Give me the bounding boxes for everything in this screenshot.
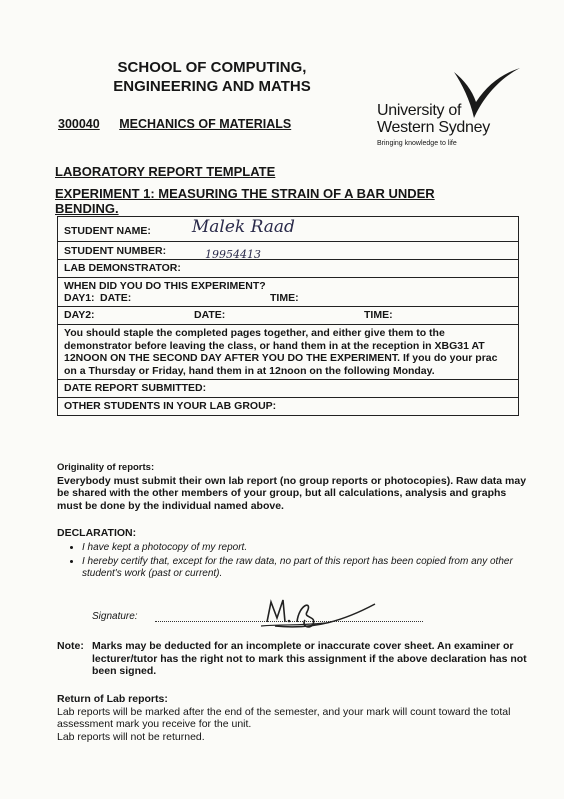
day1-time-label: TIME: [270, 292, 299, 304]
student-details-form [57, 216, 519, 416]
day1-label: DAY1: [64, 292, 95, 304]
declaration-list [58, 542, 542, 582]
lab-demonstrator-row[interactable] [58, 260, 519, 278]
return-body: Lab reports will be marked after the end of the semester, and your mark will count toward the total assessment mark you receive for the unit. [57, 705, 511, 730]
submission-instructions: You should staple the completed pages together, and either give them to the demonstrator before leaving the class, or hand them in at the reception in XBG31 AT 12NOON ON THE SECOND DAY AFTER YOU DO THE EXPERIMENT. If you do your prac on a Thursday or Friday, hand them in at 12noon on the following Monday. [58, 325, 519, 380]
student-number-row[interactable] [58, 242, 519, 260]
template-title: LABORATORY REPORT TEMPLATE [55, 164, 276, 179]
originality-body: Everybody must submit their own lab report (no group reports or photocopies). Raw data may be shared with the other members of your group, but all calculations, analysis and graphs must be done by the individual named above. [57, 474, 527, 512]
university-tagline: Bringing knowledge to life [377, 140, 457, 147]
return-section [57, 693, 527, 743]
student-name-value: Malek Raad [191, 217, 295, 237]
declaration-item: • I have kept a photocopy of my report. [82, 542, 542, 555]
day1-date-label: DATE: [100, 292, 132, 304]
date-submitted-label: DATE REPORT SUBMITTED: [64, 382, 207, 394]
student-name-row[interactable] [58, 217, 519, 242]
return-note: Lab reports will not be returned. [57, 730, 205, 743]
experiment-dates-row[interactable] [58, 278, 519, 307]
day2-date-label: DATE: [194, 309, 226, 321]
university-name: University of Western Sydney [377, 102, 490, 136]
student-number-value: 19954413 [205, 248, 261, 261]
declaration-item: • I hereby certify that, except for the raw data, no part of this report has been copied from any other student's work (past or current). [82, 556, 542, 581]
note-body: Marks may be deducted for an incomplete or inaccurate cover sheet. An examiner or lecturer/tutor has the right not to mark this assignment if the above declaration has not been signed. [92, 640, 527, 677]
other-students-row[interactable] [58, 398, 519, 416]
day2-row[interactable] [58, 307, 519, 325]
lab-demonstrator-label: LAB DEMONSTRATOR: [64, 262, 181, 274]
handwritten-signature-icon [255, 590, 395, 640]
day2-label: DAY2: [64, 309, 95, 321]
school-name: SCHOOL OF COMPUTING, ENGINEERING AND MATHS [113, 59, 311, 95]
declaration-title: DECLARATION: [57, 527, 137, 539]
student-name-label: STUDENT NAME: [64, 225, 151, 237]
when-label: WHEN DID YOU DO THIS EXPERIMENT? [64, 280, 266, 292]
experiment-title: EXPERIMENT 1: MEASURING THE STRAIN OF A BAR UNDER BENDING. [55, 186, 435, 216]
course-line [58, 117, 291, 131]
note-label: Note: [57, 640, 84, 652]
other-students-label: OTHER STUDENTS IN YOUR LAB GROUP: [64, 400, 277, 412]
course-code: 300040 [58, 117, 100, 131]
return-title: Return of Lab reports: [57, 693, 168, 705]
course-name: MECHANICS OF MATERIALS [119, 117, 292, 131]
note-section [57, 640, 527, 678]
originality-title: Originality of reports: [57, 462, 155, 473]
student-number-label: STUDENT NUMBER: [64, 245, 167, 257]
signature-label: Signature: [92, 611, 138, 622]
originality-section [57, 462, 527, 512]
day2-time-label: TIME: [364, 309, 393, 321]
date-submitted-row[interactable] [58, 380, 519, 398]
